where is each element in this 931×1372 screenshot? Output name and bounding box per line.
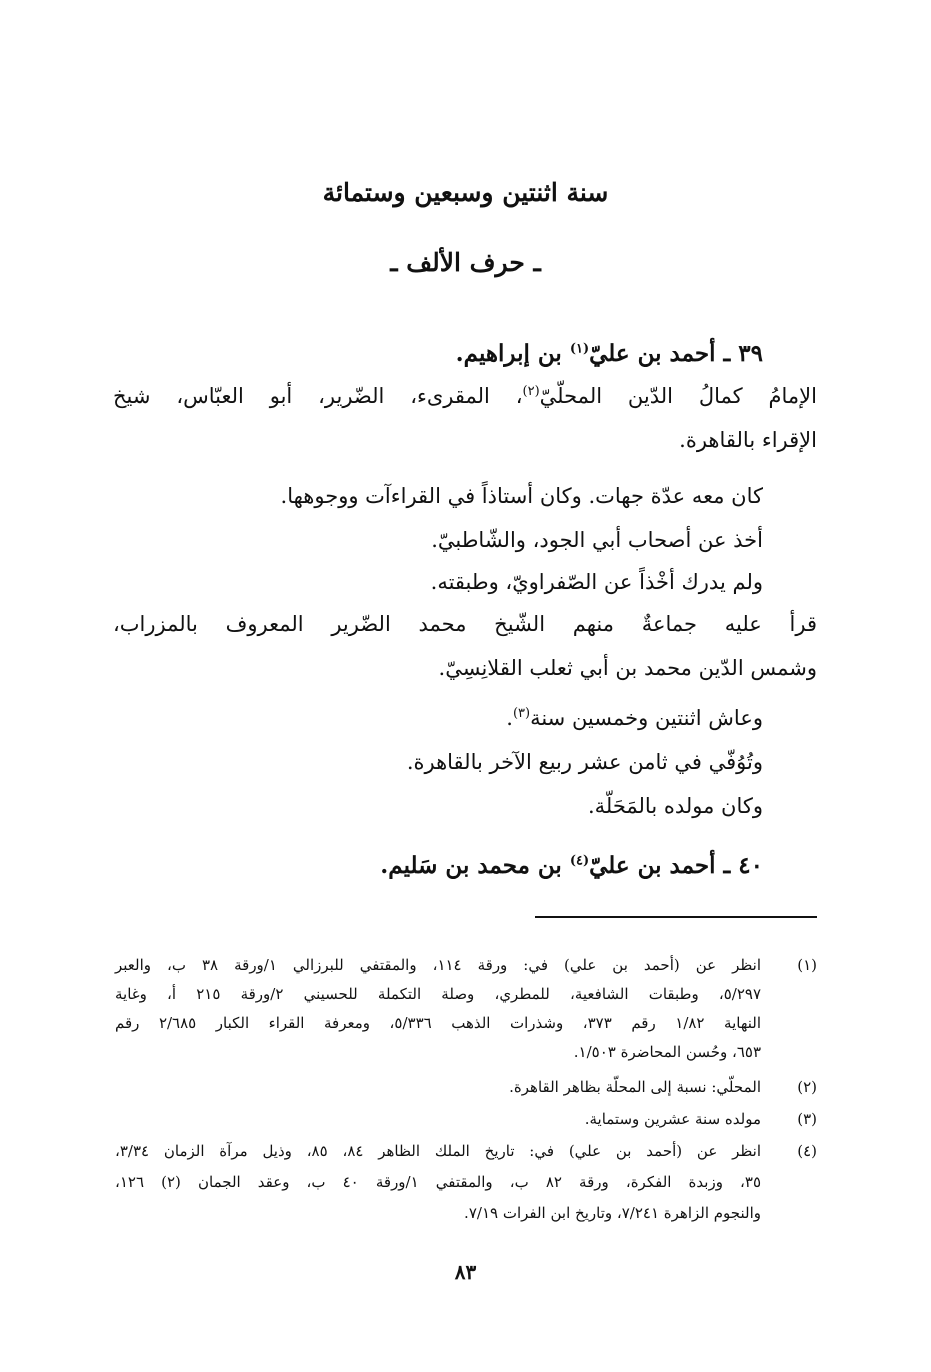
footnote-1-line-1: انظر عن (أحمد بن علي) في: ورقة ١١٤، والمقتفي للبرزالي ١/ورقة ٣٨ ب، والعبر xyxy=(115,956,761,974)
footnote-2-line-1: المحلّي: نسبة إلى المحلّة بظاهر القاهرة. xyxy=(509,1078,761,1096)
entry-39-line-3: كان معه عدّة جهات. وكان أستاذاً في القراءآت ووجوهها. xyxy=(280,484,763,508)
footnote-ref-2[interactable]: (٢) xyxy=(522,384,540,399)
entry-39-line-6: قرأ عليه جماعةٌ منهم الشّيخ محمد الضّرير المعروف بالمزراب، xyxy=(113,612,817,636)
footnote-1-line-3: النهاية ١/٨٢ رقم ٣٧٣، وشذرات الذهب ٥/٣٣٦، ومعرفة القراء الكبار ٢/٦٨٥ رقم xyxy=(115,1014,762,1032)
footnote-ref-3[interactable]: (٣) xyxy=(512,706,531,721)
entry-39-heading xyxy=(456,340,763,367)
footnote-3-line-1: مولده سنة عشرين وستماية. xyxy=(584,1110,761,1128)
footnote-1-line-4: ٦٥٣، وحُسن المحاضرة ١/٥٠٣. xyxy=(573,1043,761,1061)
footnote-4-line-3: والنجوم الزاهرة ٧/٢٤١، وتاريخ ابن الفرات ٧/١٩. xyxy=(464,1204,761,1222)
entry-39-line-2: الإقراء بالقاهرة. xyxy=(679,428,817,452)
entry-39-name: ٣٩ ـ أحمد بن عليّ xyxy=(589,340,763,367)
page-number: ٨٣ xyxy=(454,1260,477,1284)
footnote-separator xyxy=(535,916,817,918)
footnote-1-line-2: ٥/٢٩٧، وطبقات الشافعية، للمطري، وصلة التكملة للحسيني ٢/ورقة ٢١٥ أ، وغاية xyxy=(115,985,761,1003)
entry-39-name-tail: بن إبراهيم. xyxy=(455,340,570,367)
footnote-1-number: (١) xyxy=(797,956,817,974)
entry-39-line-9: وتُوُفّي في ثامن عشر ربيع الآخر بالقاهرة. xyxy=(406,750,763,774)
entry-39-line-8: وعاش اثنتين وخمسين سنة$^{(٣)}$. xyxy=(506,706,763,730)
entry-39-line-7: وشمس الدّين محمد بن أبي ثعلب القلانِسِيّ. xyxy=(438,656,817,680)
footnote-4-line-2: ٣٥، وزبدة الفكرة، ورقة ٨٢ ب، والمقتفي ١/ورقة ٤٠ ب، وعقد الجمان (٢) ١٢٦، xyxy=(115,1173,762,1191)
entry-40-name: ٤٠ ـ أحمد بن عليّ xyxy=(589,852,763,879)
letter-section-title: ـ حرف الألف ـ xyxy=(390,248,541,277)
entry-39-line-1: الإمامُ كمالُ الدّين المحلّيّ$^{(٢)}$، المقرىء، الضّرير، أبو العبّاس، شيخ xyxy=(113,384,817,408)
year-title: سنة اثنتين وسبعين وستمائة xyxy=(322,178,609,207)
footnote-4-line-1: انظر عن (أحمد بن علي) في: تاريخ الملك الظاهر ٨٤، ٨٥، وذيل مرآة الزمان ٣/٣٤، xyxy=(115,1142,762,1160)
entry-40-heading xyxy=(380,852,763,879)
footnote-2-number: (٢) xyxy=(797,1078,817,1096)
entry-39-line-4: أخذ عن أصحاب أبي الجود، والشّاطبيّ. xyxy=(431,528,763,552)
footnote-3-number: (٣) xyxy=(797,1110,817,1128)
footnote-4-number: (٤) xyxy=(797,1142,817,1160)
entry-39-line-10: وكان مولده بالمَحَلّة. xyxy=(587,794,763,818)
footnote-ref-4[interactable]: (٤) xyxy=(569,853,590,869)
entry-39-line-5: ولم يدرك أخْذاً عن الصّفراويّ، وطبقته. xyxy=(430,570,763,594)
footnote-ref-1[interactable]: (١) xyxy=(569,341,590,357)
entry-40-name-tail: بن محمد بن سَليم. xyxy=(380,852,570,879)
